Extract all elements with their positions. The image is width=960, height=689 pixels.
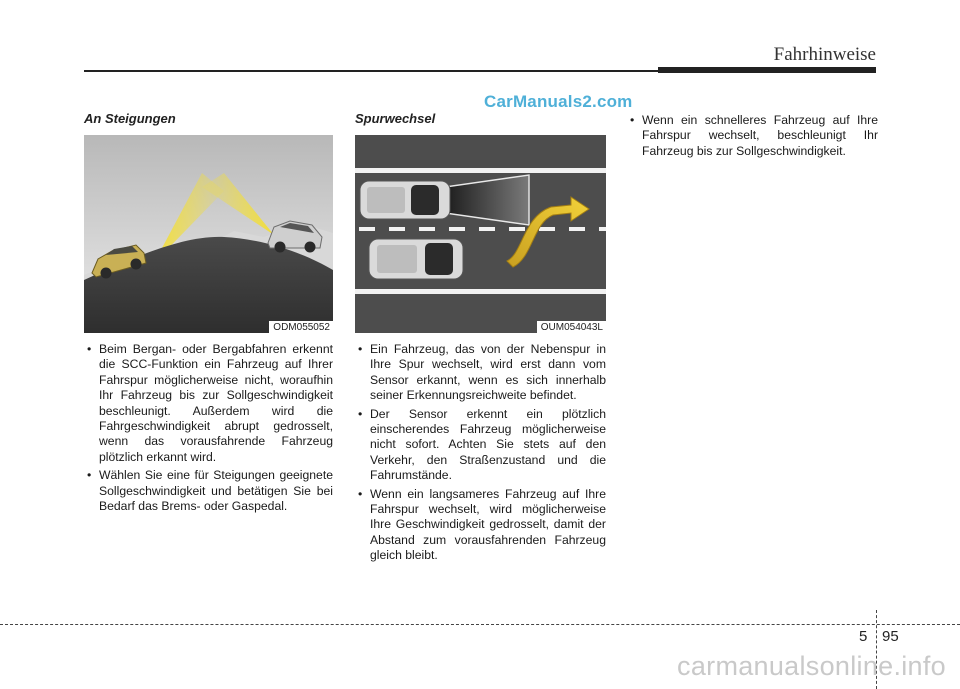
watermark-bottom: carmanualsonline.info — [677, 651, 946, 681]
list-item: • Beim Bergan- oder Bergabfahren erkennt die SCC-Funktion ein Fahrzeug auf Ihrer Fahrspur möglicherweise nicht, woraufhin Ihr Fahrzeug bis zur Sollgeschwindigkeit beschleunigt. Außerdem wird die Fahrgeschwindigkeit abrupt gedrosselt, wenn das vorausfahrende Fahrzeug plötzlich erkannt wird. — [84, 342, 333, 465]
slopes-illustration — [84, 135, 333, 333]
list-item: • Wählen Sie eine für Steigungen geeignete Sollgeschwindigkeit und betätigen Sie bei Bedarf das Brems- oder Gaspedal. — [84, 468, 333, 514]
section-heading-lane-change: Spurwechsel — [355, 111, 436, 126]
car-ahead-icon — [360, 181, 450, 219]
bullet-list-slopes — [84, 342, 333, 517]
car-own-icon — [369, 239, 463, 279]
figure-code: ODM055052 — [269, 321, 333, 333]
page-number: 95 — [882, 628, 899, 645]
footer-divider — [0, 624, 960, 625]
header-rule-thin — [84, 70, 658, 72]
list-item: • Wenn ein schnelleres Fahrzeug auf Ihre Fahrspur wechselt, beschleunigt Ihr Fahrzeug bis zur Sollgeschwindigkeit. — [627, 113, 878, 159]
header-rule-thick — [658, 67, 876, 73]
bullet-list-lane-change — [355, 342, 606, 567]
chapter-number: 5 — [859, 628, 868, 645]
list-item: • Ein Fahrzeug, das von der Nebenspur in Ihre Spur wechselt, wird erst dann vom Sensor erkannt, wenn es sich innerhalb seiner Erkennungsreichweite befindet. — [355, 342, 606, 404]
figure-lane-change — [355, 135, 606, 333]
list-item: • Wenn ein langsameres Fahrzeug auf Ihre Fahrspur wechselt, wird möglicherweise Ihre Geschwindigkeit gedrosselt, damit der Abstand zum vorausfahrenden Fahrzeug gleich bleibt. — [355, 487, 606, 564]
bullet-list-continued — [627, 113, 878, 162]
figure-slopes — [84, 135, 333, 333]
page-header-title: Fahrhinweise — [773, 44, 876, 65]
list-item: • Der Sensor erkennt ein plötzlich einscherendes Fahrzeug möglicherweise nicht sofort. Achten Sie stets auf den Verkehr, den Straßenzustand und die Fahrumstände. — [355, 407, 606, 484]
figure-code: OUM054043L — [537, 321, 606, 333]
lane-change-illustration — [355, 135, 606, 333]
section-heading-slopes: An Steigungen — [84, 111, 176, 126]
watermark-top: CarManuals2.com — [484, 92, 633, 111]
